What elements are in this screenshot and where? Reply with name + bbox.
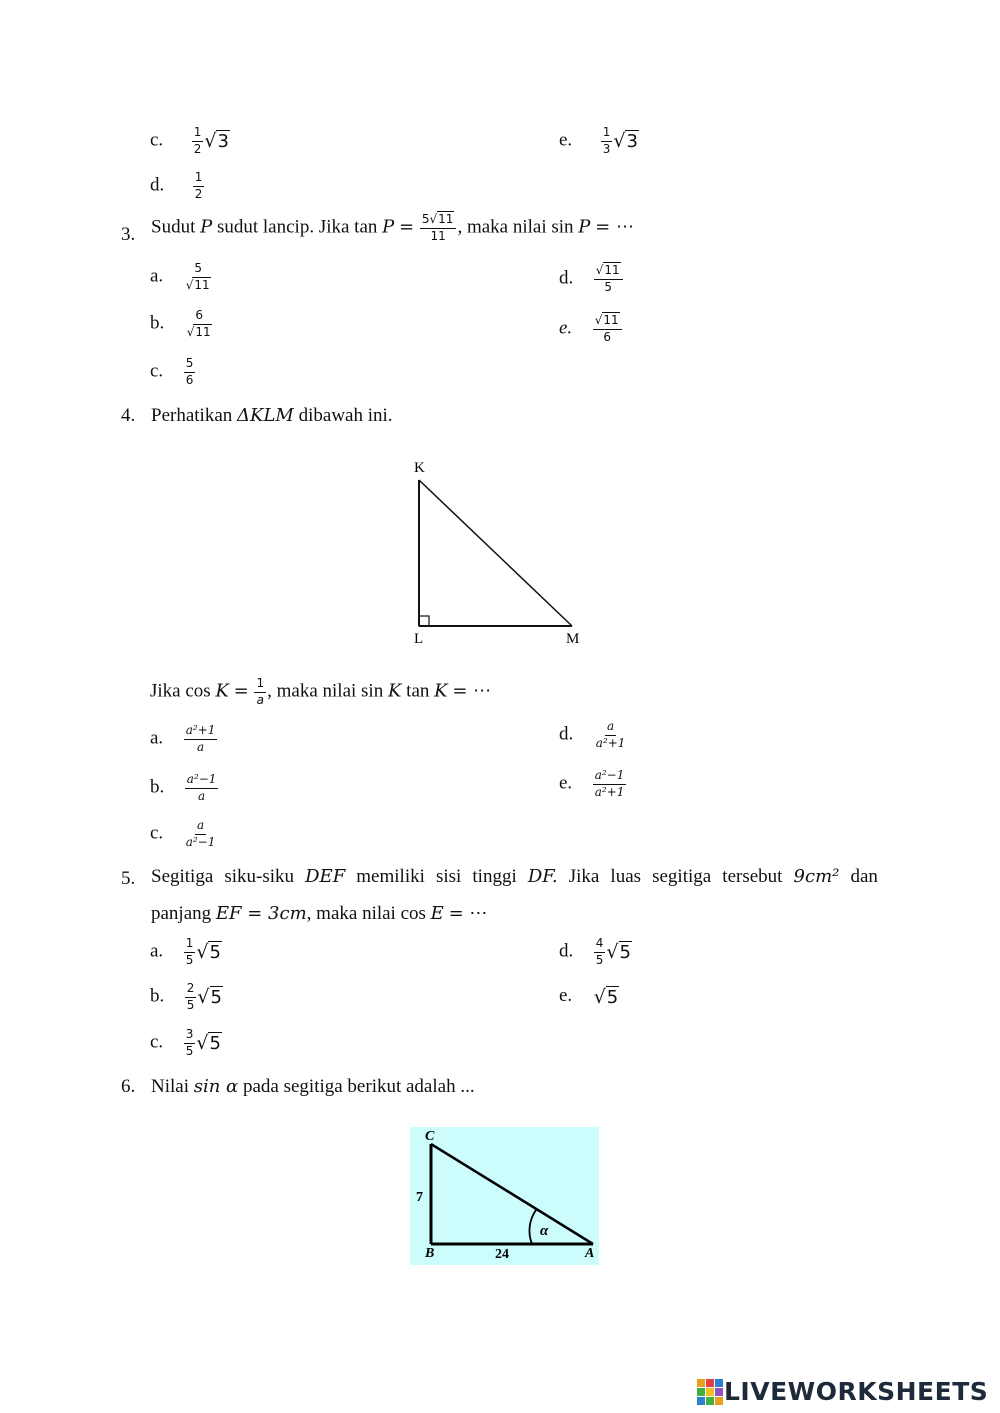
option-letter: d. [150,174,165,196]
option-letter: b. [150,776,165,798]
q3-option-a[interactable] [150,262,214,293]
option-letter: e. [559,772,573,794]
q5-option-e[interactable] [559,985,619,1008]
option-letter: b. [150,312,165,334]
q3-option-b[interactable] [150,309,215,340]
right-angle-mark [419,616,429,626]
liveworksheets-logo[interactable] [696,1377,988,1406]
fraction: $\frac{6}{√11}$ [186,308,211,339]
fraction: $\frac{4}{5}$ [595,936,604,967]
logo-icon [696,1378,724,1406]
q4-option-c[interactable] [150,819,218,850]
vertex-c-label: C [425,1129,435,1144]
vertex-l-label: L [414,631,424,647]
vertex-b-label: B [425,1246,435,1261]
option-letter: c. [150,822,164,844]
sqrt: √5 [593,985,619,1008]
option-letter: e. [559,985,573,1006]
q2-option-c[interactable] [150,126,230,157]
q5-option-d[interactable] [559,937,632,968]
option-letter: a. [150,265,164,287]
angle-alpha-label: α [540,1223,549,1239]
fraction: $\frac{a}{\text{a²−1}}$ [185,818,216,849]
fraction: $\frac{√11}{6}$ [593,314,622,345]
q3-stem: Sudut P sudut lancip. Jika tan P = $\frac{5√11}{11}$ , maka nilai sin P = ⋯ [151,212,634,243]
q2-option-e[interactable] [559,126,639,157]
side-km [419,480,572,626]
q5-number: 5. [121,868,136,889]
option-letter: e. [559,129,573,151]
q4-option-b[interactable] [150,773,219,804]
q6-stem: Nilai sin α pada segitiga berikut adalah ... [151,1076,475,1097]
q6-number: 6. [121,1076,136,1097]
sqrt: √5 [197,986,222,1009]
fraction: $\frac{5}{6}$ [185,356,194,387]
triangle-klm-figure [400,455,600,650]
sqrt: √5 [196,941,221,964]
fraction: $\frac{1}{5}$ [185,936,194,967]
q4-number: 4. [121,405,136,426]
sqrt: √3 [613,130,638,153]
fraction: $\frac{\text{a²−1}}{\text{a²+1}}$ [594,768,625,799]
q4-given: Jika cos K = $\frac{1}{a}$ , maka nilai sin K tan K = ⋯ [150,676,492,707]
q5-stem-line2: panjang EF = 3cm, maka nilai cos E = ⋯ [151,903,488,924]
q4-option-a[interactable] [150,724,218,755]
fraction: $\frac{5}{√11}$ [185,261,210,292]
logo-text: LIVEWORKSHEETS [724,1377,989,1406]
q3-option-c[interactable] [150,357,196,388]
vertex-a-label: A [585,1246,595,1261]
triangle-abc-figure [410,1127,599,1265]
q5-option-c[interactable] [150,1028,222,1059]
q4-option-e[interactable] [559,769,627,800]
option-letter: d. [559,267,574,289]
option-letter: d. [559,940,574,962]
fraction: $\frac{3}{5}$ [185,1027,194,1058]
fraction: $\frac{1}{3}$ [602,125,611,156]
option-letter: c. [150,129,164,151]
fraction: $\frac{1}{2}$ [194,170,203,201]
option-letter: c. [150,360,164,382]
q5-option-b[interactable] [150,982,223,1013]
fraction: $\frac{\text{a²+1}}{a}$ [185,723,216,754]
q3-number: 3. [121,224,136,245]
vertex-k-label: K [414,460,425,476]
q2-option-d[interactable] [150,171,205,202]
option-letter: a. [150,727,164,749]
q3-option-e[interactable] [559,314,623,345]
fraction: $\frac{√11}{5}$ [594,264,623,295]
option-letter: b. [150,985,165,1007]
q5-stem-line1: Segitiga siku-siku DEF memiliki sisi tinggi DF. Jika luas segitiga tersebut 9cm² dan [151,866,878,887]
fraction: $\frac{1}{a}$ [256,676,265,707]
fraction: $\frac{5√11}{11}$ [420,213,457,244]
option-letter: e. [559,317,573,339]
sqrt: √5 [196,1032,221,1055]
side-cb-length: 7 [416,1190,423,1205]
option-letter: c. [150,1031,164,1053]
fraction: $\frac{2}{5}$ [186,981,195,1012]
option-letter: d. [559,723,574,745]
q4-stem: Perhatikan ΔKLM dibawah ini. [151,405,393,426]
fraction: $\frac{1}{2}$ [193,125,202,156]
fraction: $\frac{\text{a²−1}}{a}$ [186,772,217,803]
sqrt: √5 [606,941,631,964]
q4-option-d[interactable] [559,720,628,751]
fraction: $\frac{a}{\text{a²+1}}$ [595,719,626,750]
q5-option-a[interactable] [150,937,222,968]
vertex-m-label: M [566,631,580,647]
q3-option-d[interactable] [559,264,624,295]
sqrt: √3 [204,130,229,153]
option-letter: a. [150,940,164,962]
side-ba-length: 24 [495,1247,509,1262]
